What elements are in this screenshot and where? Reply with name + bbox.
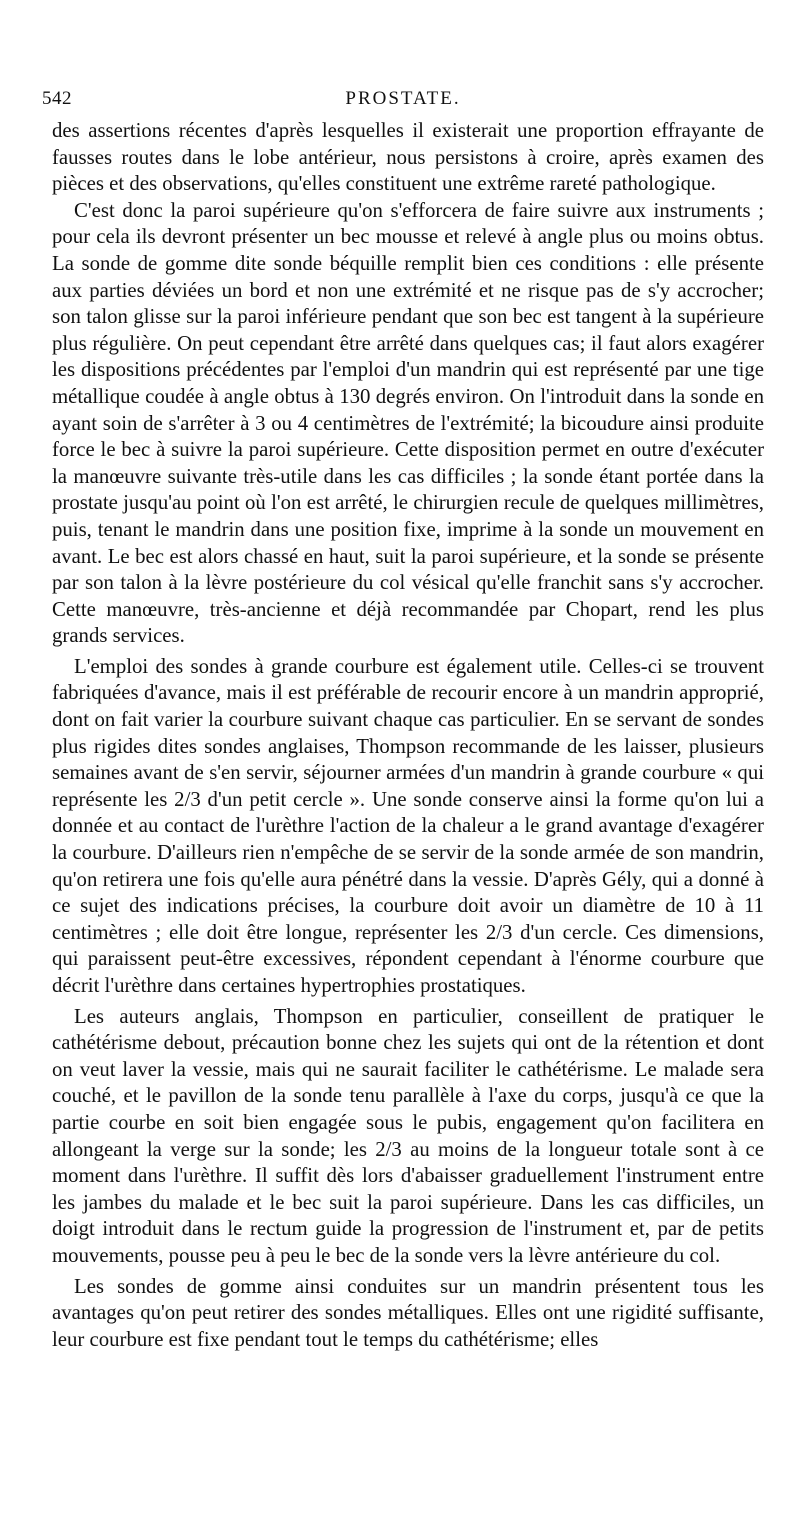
paragraph: Les auteurs anglais, Thompson en particulier, conseillent de pratiquer le cathétérisme debout, précaution bonne chez les sujets qui ont de la rétention et dont on veut laver la vessie, mais qui ne saurait faciliter le cathétérisme. Le malade sera couché, et le pavillon de la sonde tenu parallèle à l'axe du corps, jusqu'à ce que la partie courbe en soit bien engagée sous le pubis, engagement qu'on facilitera en allongeant la verge sur la sonde; les 2/3 au moins de la longueur totale sont à ce moment dans l'urèthre. Il suffit dès lors d'abaisser graduellement l'instrument entre les jambes du malade et le bec suit la paroi supérieure. Dans les cas difficiles, un doigt introduit dans le rectum guide la progression de l'instrument et, par de petits mouvements, pousse peu à peu le bec de la sonde vers la lèvre antérieure du col.: [52, 1004, 764, 1267]
paragraph: Les sondes de gomme ainsi conduites sur un mandrin présentent tous les avantages qu'on peut retirer des sondes métalliques. Elles ont une rigidité suffisante, leur courbure est fixe pendant tout le temps du cathétérisme; elles: [52, 1274, 764, 1351]
paragraph: L'emploi des sondes à grande courbure est également utile. Celles-ci se trouvent fabriquées d'avance, mais il est préférable de recourir encore à un mandrin approprié, dont on fait varier la courbure suivant chaque cas particulier. En se servant de sondes plus rigides dites sondes anglaises, Thompson recommande de les laisser, plusieurs semaines avant de s'en servir, séjourner armées d'un mandrin à grande courbure « qui représente les 2/3 d'un petit cercle ». Une sonde conserve ainsi la forme qu'on lui a donnée et au contact de l'urèthre l'action de la chaleur a le grand avantage d'exagérer la courbure. D'ailleurs rien n'empêche de se servir de la sonde armée de son mandrin, qu'on retirera une fois qu'elle aura pénétré dans la vessie. D'après Gély, qui a donné à ce sujet des indications précises, la courbure doit avoir un diamètre de 10 à 11 centimètres ; elle doit être longue, représenter les 2/3 d'un cercle. Ces dimensions, qui paraissent peut-être excessives, répondent cependant à l'énorme courbure que décrit l'urèthre dans certaines hypertrophies prostatiques.: [52, 654, 764, 997]
page-number: 542: [42, 88, 72, 109]
running-title: PROSTATE.: [345, 88, 461, 109]
paragraph: C'est donc la paroi supérieure qu'on s'efforcera de faire suivre aux instruments ; pour cela ils devront présenter un bec mousse et relevé à angle plus ou moins obtus. La sonde de gomme dite sonde béquille remplit bien ces conditions : elle présente aux parties déviées un bord et non une extrémité et ne risque pas de s'y accrocher; son talon glisse sur la paroi inférieure pendant que son bec est tangent à la supérieure plus régulière. On peut cependant être arrêté dans quelques cas; il faut alors exagérer les dispositions précédentes par l'emploi d'un mandrin qui est représenté par une tige métallique coudée à angle obtus à 130 degrés environ. On l'introduit dans la sonde en ayant soin de s'arrêter à 3 ou 4 centimètres de l'extrémité; la bicoudure ainsi produite force le bec à suivre la paroi supérieure. Cette disposition permet en outre d'exécuter la manœuvre suivante très-utile dans les cas difficiles ; la sonde étant portée dans la prostate jusqu'au point où l'on est arrêté, le chirurgien recule de quelques millimètres, puis, tenant le mandrin dans une position fixe, imprime à la sonde un mouvement en avant. Le bec est alors chassé en haut, suit la paroi supérieure, et la sonde se présente par son talon à la lèvre postérieure du col vésical qu'elle franchit sans s'y accrocher. Cette manœuvre, très-ancienne et déjà recommandée par Chopart, rend les plus grands services.: [52, 198, 764, 648]
paragraph-continuation: des assertions récentes d'après lesquelles il existerait une proportion effrayante de fausses routes dans le lobe antérieur, nous persistons à croire, après examen des pièces et des observations, qu'elles constituent une extrême rareté pathologique.: [52, 119, 764, 196]
body-text: [52, 118, 764, 1353]
running-header: [42, 88, 764, 116]
